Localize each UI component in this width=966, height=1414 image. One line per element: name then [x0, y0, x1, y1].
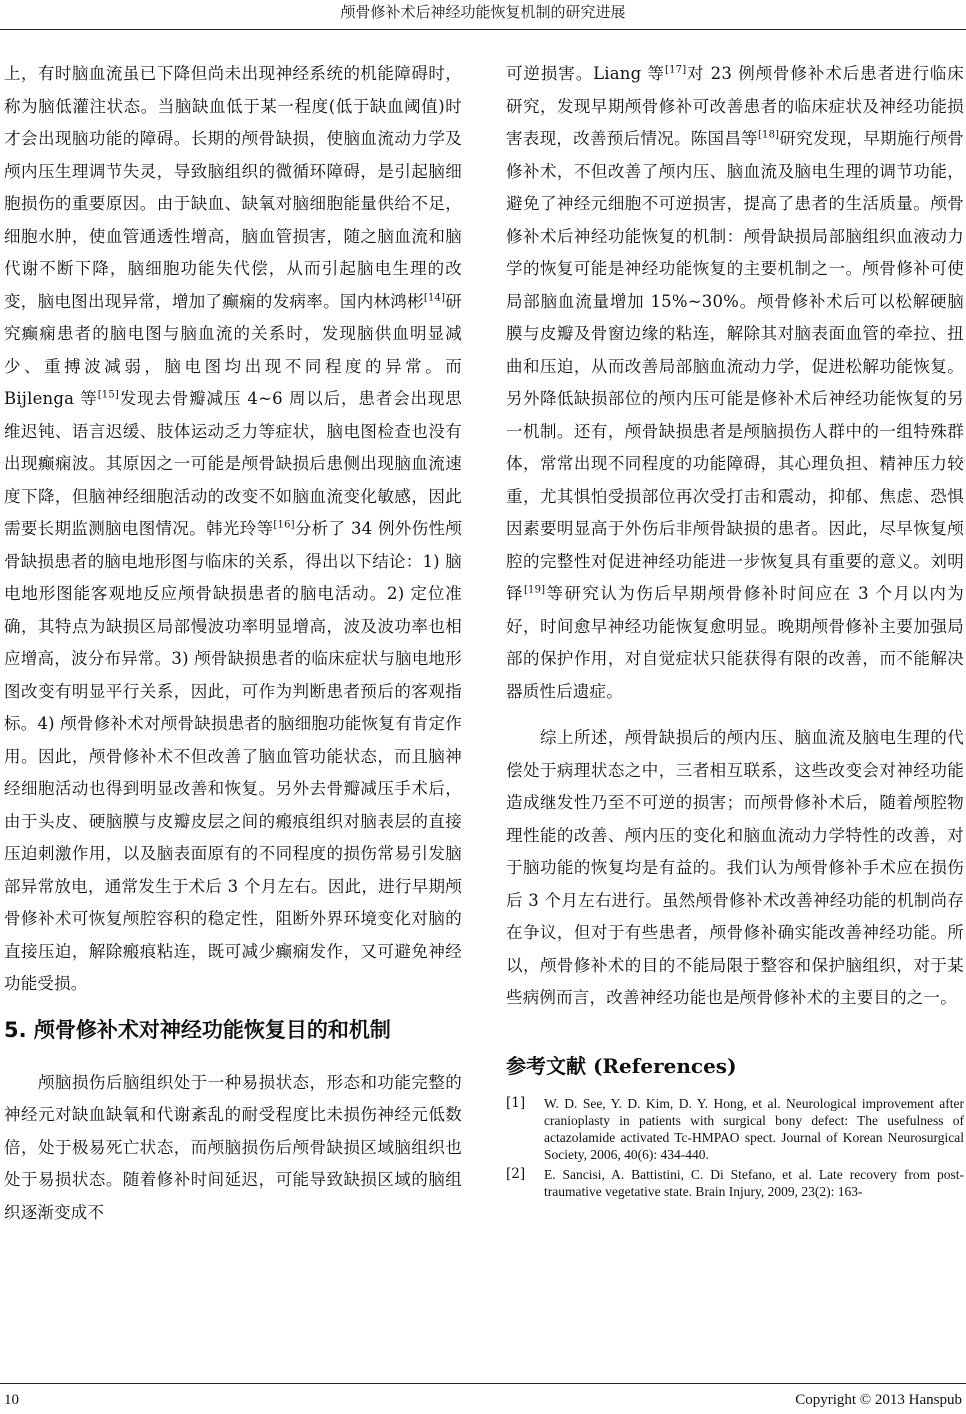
paragraph-spacer — [506, 708, 964, 722]
left-column — [4, 58, 462, 1229]
paragraph-text: 研究癫痫患者的脑电图与脑血流的关系时，发现脑供血明显减少、重搏波减弱，脑电图均出现不同程度的异常。而 Bijlenga 等 — [4, 291, 462, 408]
citation-ref[interactable]: [19] — [523, 584, 546, 596]
reference-entry — [506, 1166, 964, 1200]
paragraph-text: 研究发现，早期施行颅骨修补术，不但改善了颅内压、脑血流及脑电生理的调节功能，避免了神经元细胞不可逆损害，提高了患者的生活质量。颅骨修补术后神经功能恢复的机制：颅骨缺损局部脑组织血液动力学的恢复可能是神经功能恢复的主要机制之一。颅骨修补可使局部脑血流量增加 15%~30%。颅骨修补术后可以松解硬脑膜与皮瓣及骨窗边缘的粘连，解除其对脑表面血管的牵拉、扭曲和压迫，从而改善局部脑血流动力学，促进松解功能恢复。另外降低缺损部位的颅内压可能是修补术后神经功能恢复的另一机制。还有，颅骨缺损患者是颅脑损伤人群中的一组特殊群体，常常出现不同程度的功能障碍，其心理负担、精神压力较重，尤其惧怕受损部位再次受打击和震动，抑郁、焦虑、恐惧因素要明显高于外伤后非颅骨缺损的患者。因此，尽早恢复颅腔的完整性对促进神经功能进一步恢复具有重要的意义。刘明铎 — [506, 129, 965, 603]
copyright-notice: Copyright © 2013 Hanspub — [795, 1392, 962, 1408]
body-paragraph: 颅脑损伤后脑组织处于一种易损状态，形态和功能完整的神经元对缺血缺氧和代谢紊乱的耐受程度比未损伤神经元低数倍，处于极易死亡状态，而颅脑损伤后颅骨缺损区域脑组织也处于易损状态。随着修补时间延迟，可能导致缺损区域的脑组织逐渐变成不 — [4, 1072, 462, 1222]
paragraph-text: 对 23 例颅骨修补术后患者进行临床研究，发现早期颅骨修补可改善患者的临床症状及神经功能损害表现，改善预后情况。陈国昌等 — [506, 64, 964, 148]
paragraph-text: 发现去骨瓣减压 4~6 周以后，患者会出现思维迟钝、语言迟缓、肢体运动乏力等症状，脑电图检查也没有出现癫痫波。其原因之一可能是颅骨缺损后患侧出现脑血流速度下降，但脑神经细胞活动的改变不如脑血流变化敏感，因此需要长期监测脑电图情况。韩光玲等 — [4, 389, 462, 538]
reference-entry — [506, 1095, 964, 1163]
paragraph-text: 上，有时脑血流虽已下降但尚未出现神经系统的机能障碍时，称为脑低灌注状态。当脑缺血低于某一程度(低于缺血阈值)时才会出现脑功能的障碍。长期的颅骨缺损，使脑血流动力学及颅内压生理调节失灵，导致脑组织的微循环障碍，是引起脑细胞损伤的重要原因。由于缺血、缺氧对脑细胞能量供给不足，细胞水肿，使血管通透性增高，脑血管损害，随之脑血流和脑代谢不断下降，脑细胞功能失代偿，从而引起脑电生理的改变，脑电图出现异常，增加了癫痫的发病率。国内林鸿彬 — [4, 64, 462, 311]
body-paragraph: 综上所述，颅骨缺损后的颅内压、脑血流及脑电生理的代偿处于病理状态之中，三者相互联系，这些改变会对神经功能造成继发性乃至不可逆的损害；而颅骨修补术后，随着颅腔物理性能的改善、颅内压的变化和脑血流动力学特性的改善，对于脑功能的恢复均是有益的。我们认为颅骨修补手术应在损伤后 3 个月左右进行。虽然颅骨修补术改善神经功能的机制尚存在争议，但对于有些患者，颅骨修补确实能改善神经功能。所以，颅骨修补术的目的不能局限于整容和保护脑组织，对于某些病例而言，改善神经功能也是颅骨修补术的主要目的之一。 — [506, 728, 964, 1007]
page-number: 10 — [4, 1392, 19, 1408]
citation-ref[interactable]: [15] — [97, 389, 120, 401]
running-header: 颅骨修补术后神经功能恢复机制的研究进展 — [340, 3, 626, 21]
body-paragraph — [506, 58, 964, 708]
header-rule — [0, 29, 966, 30]
reference-text: E. Sancisi, A. Battistini, C. Di Stefano, et al. Late recovery from post-traumative vegetative state. Brain Injury, 2009, 23(2): 163- — [544, 1166, 964, 1199]
body-paragraph — [4, 58, 462, 1001]
references-heading: 参考文献 (References) — [506, 1053, 737, 1078]
paragraph-text: 等研究认为伤后早期颅骨修补时间应在 3 个月以内为好，时间愈早神经功能恢复愈明显。晚期颅骨修补主要加强局部的保护作用，对自觉症状只能获得有限的改善，而不能解决器质性后遗症。 — [506, 584, 964, 701]
section-heading: 5. 颅骨修补术对神经功能恢复目的和机制 — [4, 1017, 391, 1042]
reference-text: W. D. See, Y. D. Kim, D. Y. Hong, et al. Neurological improvement after cranioplasty in patients with surgical bony defect: The usefulness of actazolamide activated Tc-HMPAO spect. Journal of Korean Neurosurgical Society, 2006, 40(6): 434-440. — [544, 1095, 964, 1162]
paragraph-text: 分析了 34 例外伤性颅骨缺损患者的脑电地形图与临床的关系，得出以下结论：1) 脑电地形图能客观地反应颅骨缺损患者的脑电活动。2) 定位准确，其特点为缺损区局部慢波功率明显增高，波及波功率也相应增高，波分布异常。3) 颅骨缺损患者的临床症状与脑电地形图改变有明显平行关系，因此，可作为判断患者预后的客观指标。4) 颅骨修补术对颅骨缺损患者的脑细胞功能恢复有肯定作用。因此，颅骨修补术不但改善了脑血管功能状态，而且脑神经细胞活动也得到明显改善和恢复。另外去骨瓣减压手术后，由于头皮、硬脑膜与皮瓣皮层之间的瘢痕组织对脑表层的直接压迫刺激作用，以及脑表面原有的不同程度的损伤常易引发脑部异常放电，通常发生于术后 3 个月左右。因此，进行早期颅骨修补术可恢复颅腔容积的稳定性，阻断外界环境变化对脑的直接压迫，解除瘢痕粘连，既可减少癫痫发作，又可避免神经功能受损。 — [4, 519, 462, 993]
citation-ref[interactable]: [18] — [757, 129, 780, 141]
citation-ref[interactable]: [14] — [423, 292, 446, 303]
right-column — [506, 58, 964, 1203]
paragraph-text: 可逆损害。Liang 等 — [506, 64, 665, 83]
reference-number: [1] — [506, 1094, 526, 1111]
citation-ref[interactable]: [17] — [664, 64, 687, 76]
footer-rule — [0, 1383, 966, 1384]
reference-number: [2] — [506, 1165, 526, 1182]
citation-ref[interactable]: [16] — [273, 519, 295, 531]
